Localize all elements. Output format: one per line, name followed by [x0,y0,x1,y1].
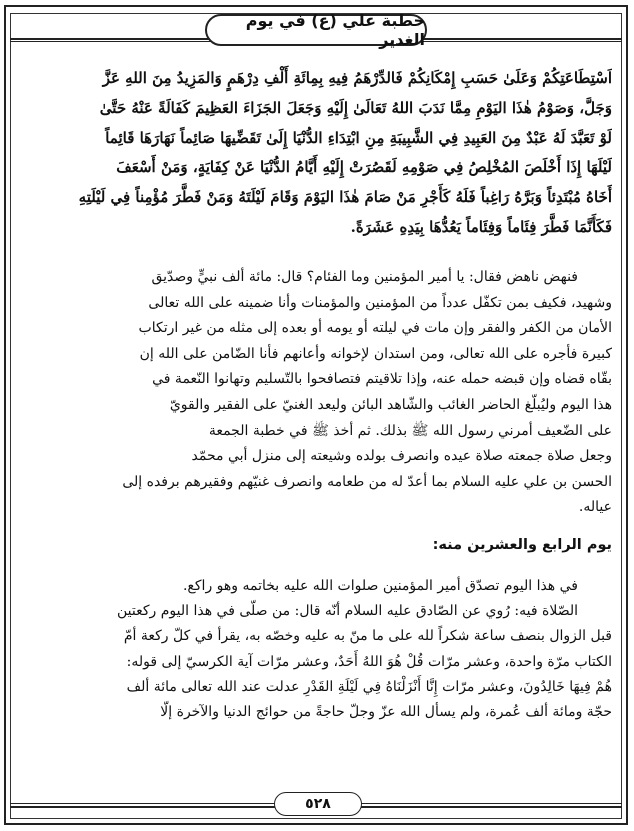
paragraph-line: قبل الزوال بنصف ساعة شكراً لله على ما منّ به عليه وخصّه به، يقرأ في كلّ ركعة أمّ [123,628,612,645]
page-title: خطبة علي (ع) في يوم الغدير [205,14,427,46]
page-number: ٥٢٨ [274,792,362,816]
paragraph-line: في هذا اليوم تصدّق أمير المؤمنين صلوات الله عليه بخاتمه وهو راكع. [182,578,578,594]
verse-line: لَيْلَهَا إِذَا أَخْلَصَ المُخْلِصُ فِي صَوْمِهِ لَقَصُرَتْ إِلَيْهِ أَيَّامُ الدُّنْيَا عَنْ كِفَايَةٍ، وَمَنْ أَسْعَفَ [116,158,612,177]
paragraph-line: الكتاب مرّة واحدة، وعشر مرّات قُلْ هُوَ اللهُ أَحَدٌ، وعشر مرّات آية الكرسيّ إلى قوله: [126,653,612,670]
paragraph-line: عياله. [578,499,612,516]
paragraph-line: هذا اليوم وليُبلّغ الحاضر الغائب والشّاهد البائن وليعد الغنيّ على الفقير والقويّ [169,396,612,413]
verse-line: وَجَلَّ، وَصَوْمُ هٰذَا اليَوْمِ مِمَّا نَدَبَ اللهُ تَعَالَىٰ إِلَيْهِ وَجَعَلَ الجَزَاءَ العَظِيمَ كَفَالَةً عَنْهُ حَتَّىٰ [99,98,612,117]
paragraph-line: الحسن بن علي عليه السلام بما أعدّ له من طعامه وانصرف غنيّهم وفقيرهم برفده إلى [122,473,612,490]
paragraph-1 [22,265,612,521]
paragraph-line: بقّاه قضاه وإن قبضه حمله عنه، وإذا تلاقيتم فتصافحوا بالتّسليم وتهانوا النّعمة في [152,371,612,388]
paragraph-line: الصّلاة فيه: رُوي عن الصّادق عليه السلام أنّه قال: من صلّى في هذا اليوم ركعتين [117,603,578,620]
paragraph-line: حجّة ومائة ألف عُمرة، ولم يسأل الله عزّ وجلّ حاجةً من حوائج الدنيا والآخرة إلّا [160,704,612,721]
paragraph-line: هُمْ فِيهَا خَالِدُونَ، وعشر مرّات إِنَّا أَنْزَلْنَاهُ فِي لَيْلَةِ القَدْرِ عدلت عند الله تعالى مائة ألف [126,678,612,695]
paragraph-line: الأمان من الكفر والفقر وإن مات في ليلته أو يومه أو بعده إلى مثله من غير ارتكاب [138,320,612,337]
verse-block [22,64,612,243]
verse-line: فَكَأَنَّمَا فَطَّرَ فِئَاماً وَفِئَاماً يَعُدُّهَا بِيَدِهِ عَشَرَةً. [350,217,612,236]
section-heading: يوم الرابع والعشرين منه: [432,537,612,553]
verse-line: اَسْتِطَاعَتِكُمْ وَعَلَىٰ حَسَبِ إِمْكَانِكُمْ فَالدِّرْهَمُ فِيهِ بِمِائَةِ أَلْفِ دِرْهَمٍ وَالمَزِيدُ مِنَ اللهِ عَزَّ [102,69,612,87]
paragraph-2 [22,574,612,725]
paragraph-line: على الضّعيف أمرني رسول الله ﷺ بذلك. ثم أخذ ﷺ في خطبة الجمعة [208,422,612,439]
paragraph-line: وشهيد، فكيف بمن تكفّل عدداً من المؤمنين والمؤمنات وأنا ضمينه على الله تعالى [148,294,612,311]
paragraph-line: فنهض ناهض فقال: يا أمير المؤمنين وما الفئام؟ قال: مائة ألف نبيٍّ وصدّيق [151,269,578,285]
verse-line: لَوْ تَعَبَّدَ لَهُ عَبْدٌ مِنَ العَبِيدِ فِي الشَّبِيبَةِ مِنِ ابْتِدَاءِ الدُّنْيَا إِلَىٰ تَقَضِّيهَا صَائِماً نَهَارَهَا قَائِماً [105,128,612,147]
paragraph-line: كبيرة فأجره على الله تعالى، ومن استدان لإخوانه وأعانهم فأنا الضّامن على الله إن [139,345,612,362]
paragraph-line: وجعل صلاة جمعته صلاة عيده وانصرف بولده وشيعته إلى منزل أبي محمّد [191,448,612,465]
verse-line: أَخَاهُ مُبْتَدِئاً وَبَرَّهُ رَاغِباً فَلَهُ كَأَجْرِ مَنْ صَامَ هٰذَا اليَوْمَ وَقَامَ لَيْلَتَهُ وَمَنْ فَطَّرَ مُؤْمِناً فِي لَيْلَتِهِ [78,188,612,207]
